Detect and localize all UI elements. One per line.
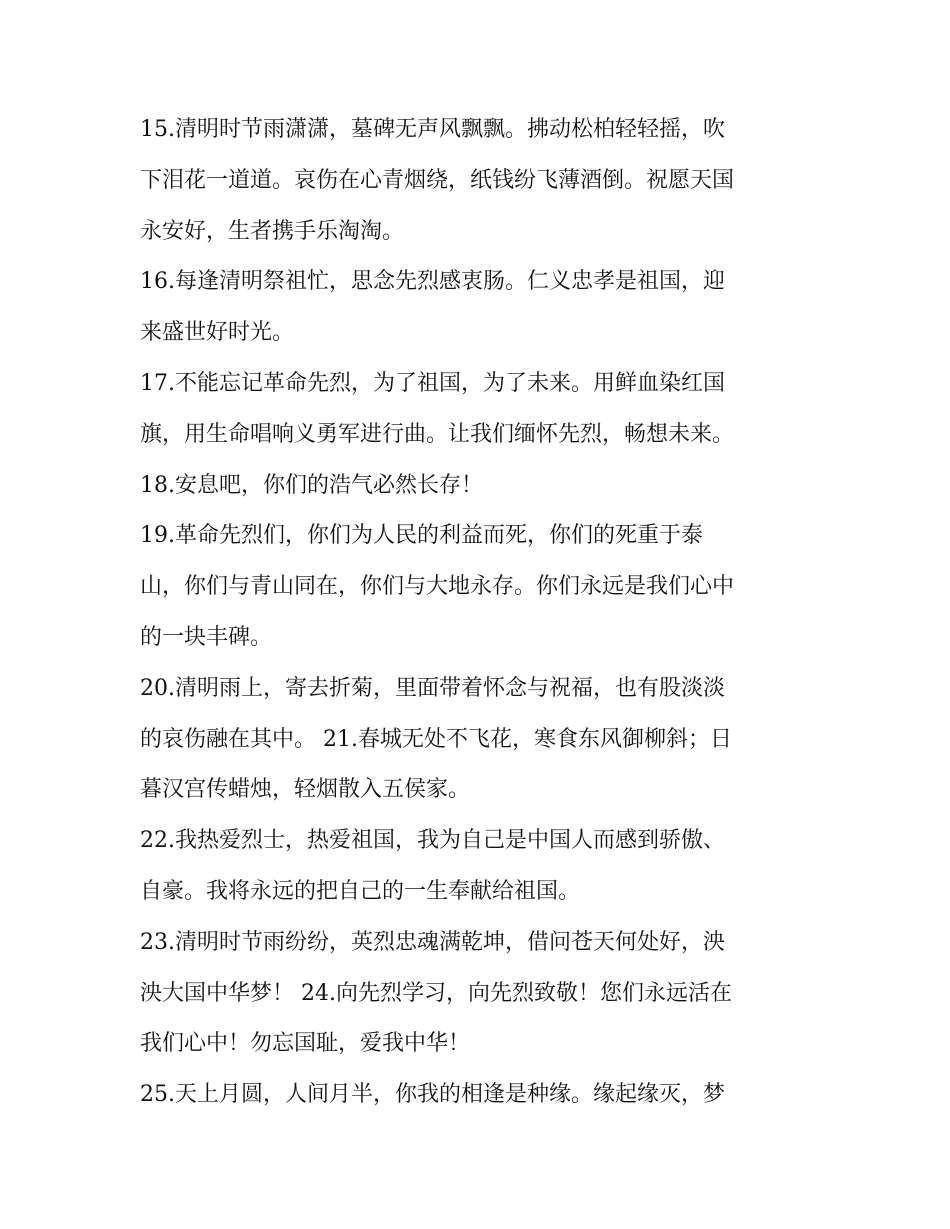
text-line: 永安好，生者携手乐淘淘。 — [140, 218, 405, 244]
text-line: 泱大国中华梦！ 24.向先烈学习，向先烈致敬！您们永远活在 — [140, 980, 732, 1006]
text-line: 的一块丰碑。 — [140, 624, 273, 650]
text-line: 17.不能忘记革命先烈，为了祖国，为了未来。用鲜血染红国 — [140, 370, 725, 396]
text-line: 22.我热爱烈士，热爱祖国，我为自己是中国人而感到骄傲、 — [140, 828, 725, 854]
text-line: 我们心中！勿忘国耻，爱我中华！ — [140, 1031, 471, 1057]
text-line: 的哀伤融在其中。 21.春城无处不飞花，寒食东风御柳斜；日 — [140, 726, 732, 752]
text-line: 16.每逢清明祭祖忙，思念先烈感衷肠。仁义忠孝是祖国，迎 — [140, 269, 725, 295]
text-line: 15.清明时节雨潇潇，墓碑无声风飘飘。拂动松柏轻轻摇，吹 — [140, 117, 725, 142]
text-line: 19.革命先烈们，你们为人民的利益而死，你们的死重于泰 — [140, 523, 703, 549]
text-line: 25.天上月圆，人间月半，你我的相逢是种缘。缘起缘灭，梦 — [140, 1082, 725, 1108]
text-line: 暮汉宫传蜡烛，轻烟散入五侯家。 — [140, 777, 471, 803]
text-line: 下泪花一道道。哀伤在心青烟绕，纸钱纷飞薄酒倒。祝愿天国 — [140, 167, 735, 193]
text-line: 23.清明时节雨纷纷，英烈忠魂满乾坤，借问苍天何处好，泱 — [140, 929, 725, 955]
text-line: 来盛世好时光。 — [140, 320, 295, 346]
text-line: 自豪。我将永远的把自己的一生奉献给祖国。 — [140, 878, 581, 904]
text-line: 18.安息吧，你们的浩气必然长存！ — [140, 472, 483, 498]
document-body — [140, 105, 830, 1121]
text-line: 20.清明雨上，寄去折菊，里面带着怀念与祝福，也有股淡淡 — [140, 675, 725, 701]
text-line: 旗，用生命唱响义勇军进行曲。让我们缅怀先烈，畅想未来。 — [140, 421, 735, 447]
text-line: 山，你们与青山同在，你们与大地永存。你们永远是我们心中 — [140, 574, 735, 600]
